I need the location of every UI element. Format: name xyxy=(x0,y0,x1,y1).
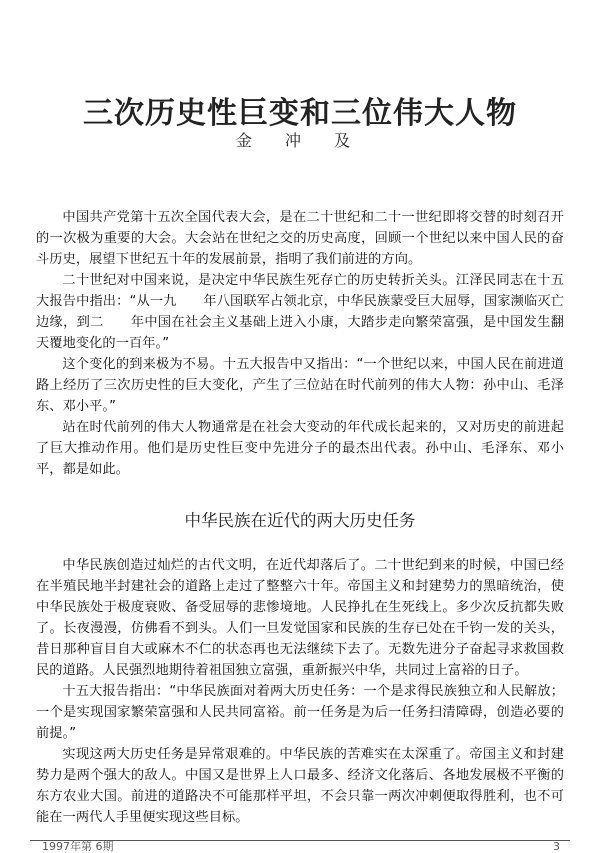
body-paragraph: 站在时代前列的伟大人物通常是在社会大变动的年代成长起来的，又对历史的前进起了巨大推动作用。他们是历史性巨变中先进分子的最杰出代表。孙中山、毛泽东、邓小平，都是如此。 xyxy=(36,420,564,477)
body-paragraph: 这个变化的到来极为不易。十五大报告中又指出：“一个世纪以来，中国人民在前进道路上经历了三次历史性的巨大变化，产生了三位站在时代前列的伟大人物：孙中山、毛泽东、邓小平。” xyxy=(36,357,564,414)
body-paragraph: 中华民族创造过灿烂的古代文明，在近代却落后了。二十世纪到来的时候，中国已经在半殖民地半封建社会的道路上走过了整整六十年。帝国主义和封建势力的黑暗统治，使中华民族处于极度衰败、备受屈辱的悲惨境地。人民挣扎在生死线上。多少次反抗都失败了。长夜漫漫，仿佛看不到头。人们一旦发觉国家和民族的生存已处在千钧一发的关头，昔日那种盲目自大或麻木不仁的状态再也无法继续下去了。无数先进分子奋起寻求救国救民的道路。人民强烈地期待着祖国独立富强，重新振兴中华，共同过上富裕的日子。 xyxy=(36,558,564,678)
issue-label: 1997年第 6期 xyxy=(42,840,114,853)
article-title: 三次历史性巨变和三位伟大人物 xyxy=(83,96,517,132)
body-paragraph: 实现这两大历史任务是异常艰难的。中华民族的苦难实在太深重了。帝国主义和封建势力是两个强大的敌人。中国又是世界上人口最多、经济文化落后、各地发展极不平衡的东方农业大国。前进的道路决不可能那样平坦，不会只靠一两次冲刺便取得胜利，也不可能在一两代人手里便实现这些目标。 xyxy=(36,747,564,825)
section-heading: 中华民族在近代的两大历史任务 xyxy=(184,511,416,530)
section-body xyxy=(36,555,564,828)
article-author: 金 冲 及 xyxy=(235,131,365,150)
body-paragraph: 中国共产党第十五次全国代表大会，是在二十世纪和二十一世纪即将交替的时刻召开的一次极为重要的大会。大会站在世纪之交的历史高度，回顾一个世纪以来中国人民的奋斗历史，展望下世纪五十年的发展前景，指明了我们前进的方向。 xyxy=(36,210,564,267)
body-paragraph: 十五大报告指出：“中华民族面对着两大历史任务：一个是求得民族独立和人民解放；一个是实现国家繁荣富强和人民共同富裕。前一任务是为后一任务扫清障碍，创造必要的前提。” xyxy=(36,684,564,741)
body-paragraph: 二十世纪对中国来说，是决定中华民族生死存亡的历史转折关头。江泽民同志在十五大报告中指出：“从一九 年八国联军占领北京，中华民族蒙受巨大屈辱，国家濒临灭亡边缘，到二 年中国在社会主义基础上进入小康，大踏步走向繁荣富强，是中国发生翻天覆地变化的一百年。” xyxy=(36,273,564,351)
intro-body xyxy=(36,207,564,480)
page-number: 3 xyxy=(553,840,560,853)
